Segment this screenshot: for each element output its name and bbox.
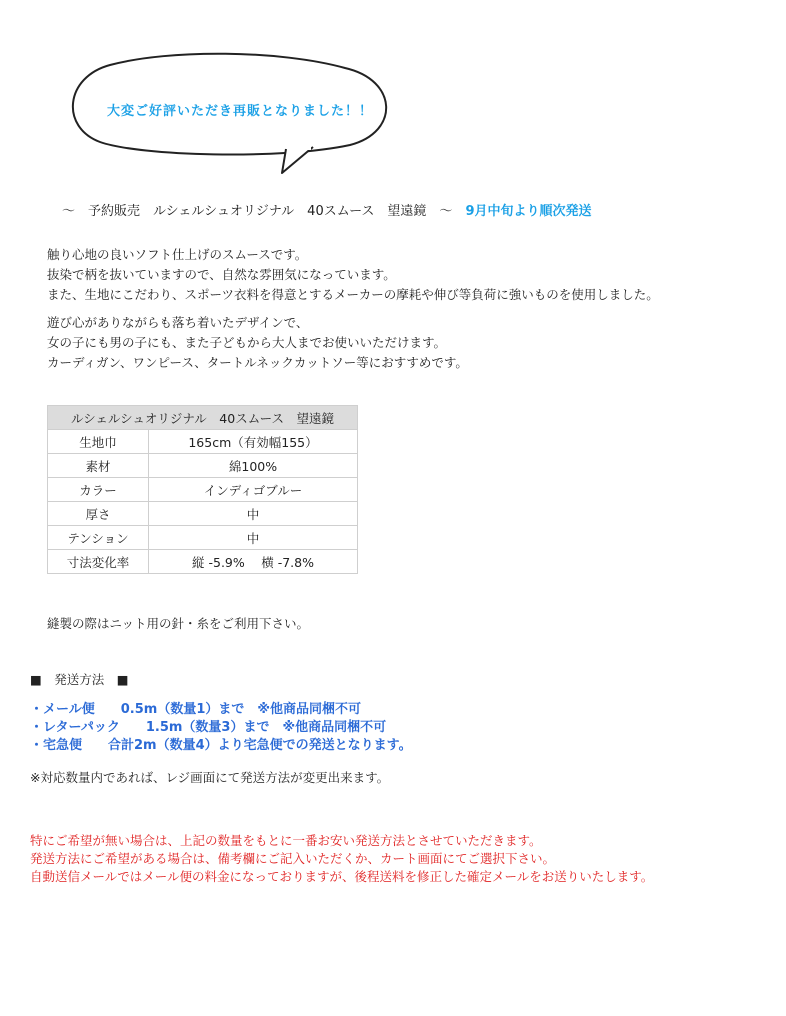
spec-value: 縦 -5.9% 横 -7.8% xyxy=(149,550,358,574)
spec-row xyxy=(48,502,358,526)
shipping-note: ※対応数量内であれば、レジ画面にて発送方法が変更出来ます。 xyxy=(30,770,390,785)
spec-label: 厚さ xyxy=(48,502,149,526)
spec-table-title: ルシェルシュオリジナル 40スムース 望遠鏡 xyxy=(48,406,358,430)
shipping-method-item: ・メール便 0.5m（数量1）まで ※他商品同梱不可 xyxy=(30,702,361,717)
recommendation-paragraph xyxy=(47,313,468,373)
description-line: また、生地にこだわり、スポーツ衣料を得意とするメーカーの摩耗や伸び等負荷に強いものを使用しました。 xyxy=(47,287,659,302)
spec-value: 中 xyxy=(149,502,358,526)
spec-value: インディゴブルー xyxy=(149,478,358,502)
notice-block xyxy=(30,832,653,886)
shipping-method-item: ・レターパック 1.5m（数量3）まで ※他商品同梱不可 xyxy=(30,720,387,735)
notice-line: 発送方法にご希望がある場合は、備考欄にご記入いただくか、カート画面にてご選択下さい。 xyxy=(30,851,556,866)
shipping-schedule: 9月中旬より順次発送 xyxy=(465,204,592,219)
spec-row xyxy=(48,550,358,574)
headline-prefix: ～ 予約販売 ルシェルシュオリジナル 40スムース 望遠鏡 ～ xyxy=(62,204,466,219)
spec-value: 中 xyxy=(149,526,358,550)
spec-label: 素材 xyxy=(48,454,149,478)
shipping-title: ■ 発送方法 ■ xyxy=(30,672,129,687)
notice-line: 特にご希望が無い場合は、上記の数量をもとに一番お安い発送方法とさせていただきます。 xyxy=(30,833,542,848)
spec-row xyxy=(48,526,358,550)
shipping-methods-list xyxy=(30,701,412,755)
shipping-method-item: ・宅急便 合計2m（数量4）より宅急便での発送となります。 xyxy=(30,738,412,753)
description-paragraph xyxy=(47,245,659,305)
notice-line: 自動送信メールではメール便の料金になっておりますが、後程送料を修正した確定メールをお送りいたします。 xyxy=(30,869,654,884)
spec-table-header xyxy=(48,406,358,430)
spec-row xyxy=(48,430,358,454)
description-line: 抜染で柄を抜いていますので、自然な雰囲気になっています。 xyxy=(47,267,396,282)
spec-value: 165cm（有効幅155） xyxy=(149,430,358,454)
product-headline xyxy=(62,200,591,219)
sewing-note: 縫製の際はニット用の針・糸をご利用下さい。 xyxy=(47,616,310,631)
recommendation-line: 女の子にも男の子にも、また子どもから大人までお使いいただけます。 xyxy=(47,335,447,350)
spec-row xyxy=(48,478,358,502)
recommendation-line: カーディガン、ワンピース、タートルネックカットソー等におすすめです。 xyxy=(47,355,468,370)
spec-label: 生地巾 xyxy=(48,430,149,454)
spec-value: 綿100% xyxy=(149,454,358,478)
spec-row xyxy=(48,454,358,478)
bubble-text: 大変ご好評いただき再販となりました！！ xyxy=(107,104,374,119)
recommendation-line: 遊び心がありながらも落ち着いたデザインで、 xyxy=(47,315,309,330)
spec-table xyxy=(47,405,358,574)
spec-label: テンション xyxy=(48,526,149,550)
spec-label: 寸法変化率 xyxy=(48,550,149,574)
spec-label: カラー xyxy=(48,478,149,502)
description-line: 触り心地の良いソフト仕上げのスムースです。 xyxy=(47,247,308,262)
